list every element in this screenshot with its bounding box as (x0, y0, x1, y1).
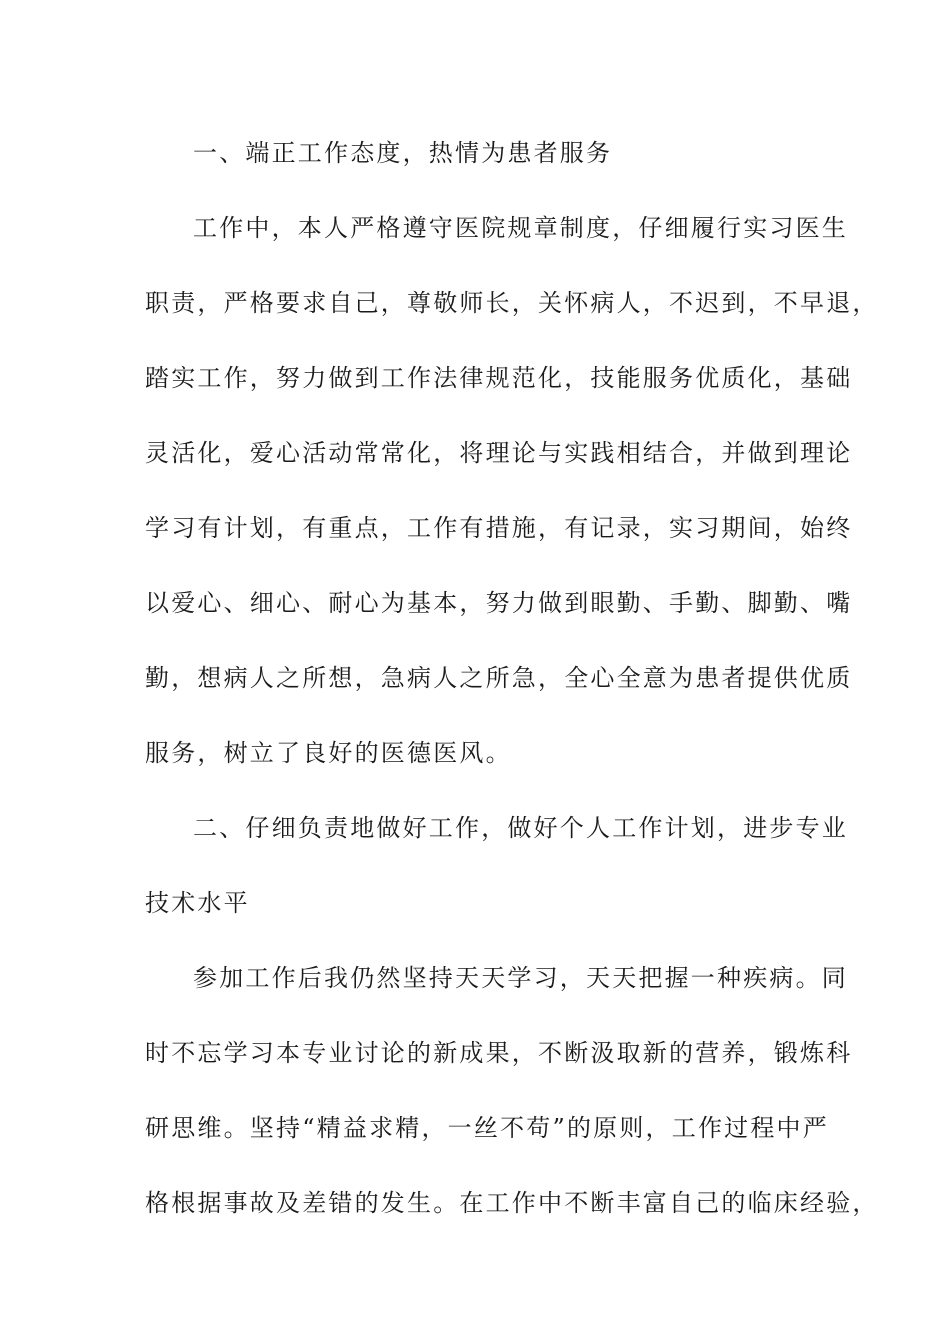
paragraph-line: 踏实工作，努力做到工作法律规范化，技能服务优质化，基础 (145, 364, 853, 392)
paragraph-line: 研思维。坚持“精益求精，一丝不苟”的原则，工作过程中严 (145, 1114, 829, 1142)
paragraph-line: 工作中，本人严格遵守医院规章制度，仔细履行实习医生 (193, 214, 848, 242)
section-heading-2-continued: 技术水平 (145, 889, 250, 917)
paragraph-line: 勤，想病人之所想，急病人之所急，全心全意为患者提供优质 (145, 664, 853, 692)
section-heading-1: 一、端正工作态度，热情为患者服务 (193, 139, 613, 167)
paragraph-line: 服务，树立了良好的医德医风。 (145, 739, 512, 767)
paragraph-line: 学习有计划，有重点，工作有措施，有记录，实习期间，始终 (145, 514, 853, 542)
paragraph-line: 时不忘学习本专业讨论的新成果，不断汲取新的营养，锻炼科 (145, 1039, 853, 1067)
paragraph-line: 以爱心、细心、耐心为基本，努力做到眼勤、手勤、脚勤、嘴 (145, 589, 853, 617)
paragraph-line: 职责，严格要求自己，尊敬师长，关怀病人，不迟到，不早退， (145, 289, 879, 317)
paragraph-line: 灵活化，爱心活动常常化，将理论与实践相结合，并做到理论 (145, 439, 853, 467)
section-heading-2: 二、仔细负责地做好工作，做好个人工作计划，进步专业 (193, 814, 848, 842)
paragraph-line: 格根据事故及差错的发生。在工作中不断丰富自己的临床经验， (145, 1189, 879, 1217)
paragraph-line: 参加工作后我仍然坚持天天学习，天天把握一种疾病。同 (193, 964, 848, 992)
